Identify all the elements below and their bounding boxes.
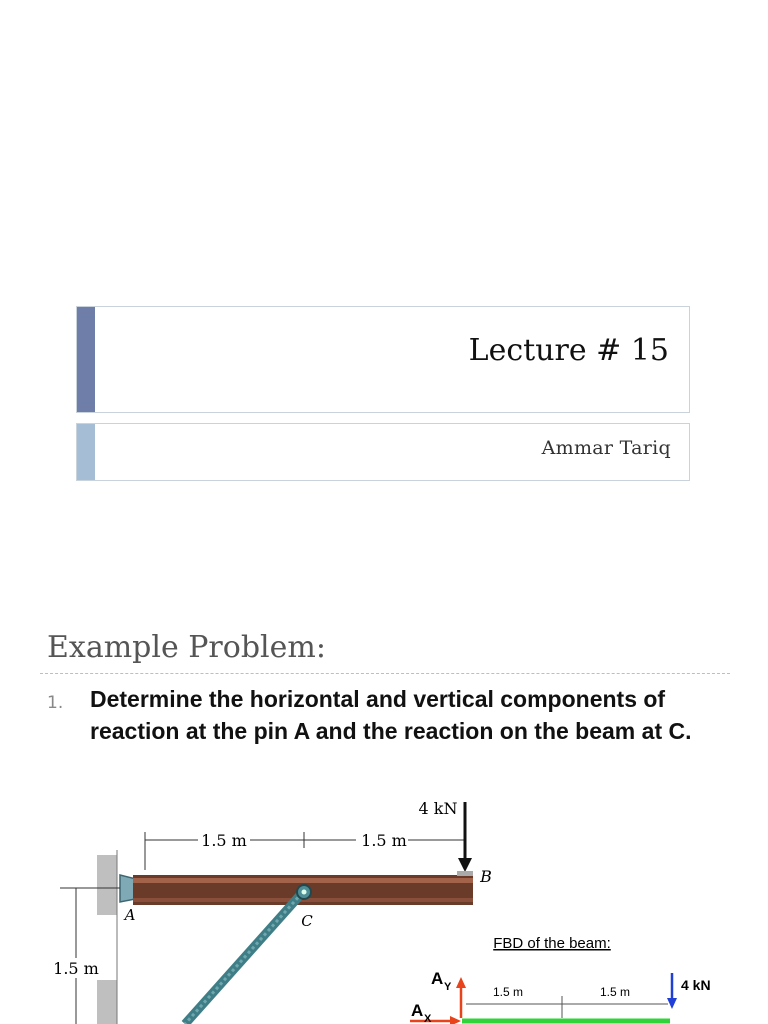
wall-support: [97, 855, 117, 915]
author-box: [76, 423, 690, 481]
dim-left-label: 1.5 m: [201, 831, 247, 850]
load-label: 4 kN: [418, 799, 458, 818]
fbd-ax-label: A: [411, 1001, 424, 1020]
list-number: 1.: [47, 693, 64, 713]
fbd-ax-arrowhead-icon: [450, 1016, 461, 1024]
author-name: Ammar Tariq: [541, 437, 671, 459]
label-c: C: [301, 912, 313, 930]
problem-statement: Determine the horizontal and vertical components of reaction at the pin A and the reaction on the beam at C.: [90, 686, 692, 744]
wall-support-lower: [97, 980, 117, 1024]
fbd-ax-subscript: X: [424, 1013, 432, 1024]
label-a: A: [124, 906, 136, 924]
fbd-title: FBD of the beam:: [493, 935, 611, 952]
author-accent-bar: [77, 424, 95, 480]
fbd-load-arrowhead-icon: [667, 998, 677, 1009]
dim-right-label: 1.5 m: [361, 831, 407, 850]
title-box: [76, 306, 690, 413]
pin-c-center: [302, 890, 307, 895]
fbd-load-label: 4 kN: [681, 977, 711, 993]
dim-vertical-label: 1.5 m: [53, 959, 99, 978]
problem-figure: [0, 780, 768, 1024]
label-b: B: [480, 867, 492, 886]
fbd-dim-left-label: 1.5 m: [492, 985, 524, 999]
fbd-dim-right-label: 1.5 m: [599, 985, 631, 999]
end-plate-b: [457, 871, 473, 876]
beam-highlight: [133, 878, 473, 883]
heading-divider: [40, 673, 730, 674]
load-arrow-head-icon: [458, 858, 472, 872]
title-accent-bar: [77, 307, 95, 412]
example-heading: Example Problem:: [47, 630, 326, 665]
fbd-ay-arrowhead-icon: [456, 977, 466, 988]
lecture-title: Lecture # 15: [468, 333, 669, 368]
fbd-ay-subscript: Y: [444, 981, 452, 993]
beam-diagram: [0, 780, 768, 1024]
fbd-ay-label: A: [431, 969, 444, 988]
